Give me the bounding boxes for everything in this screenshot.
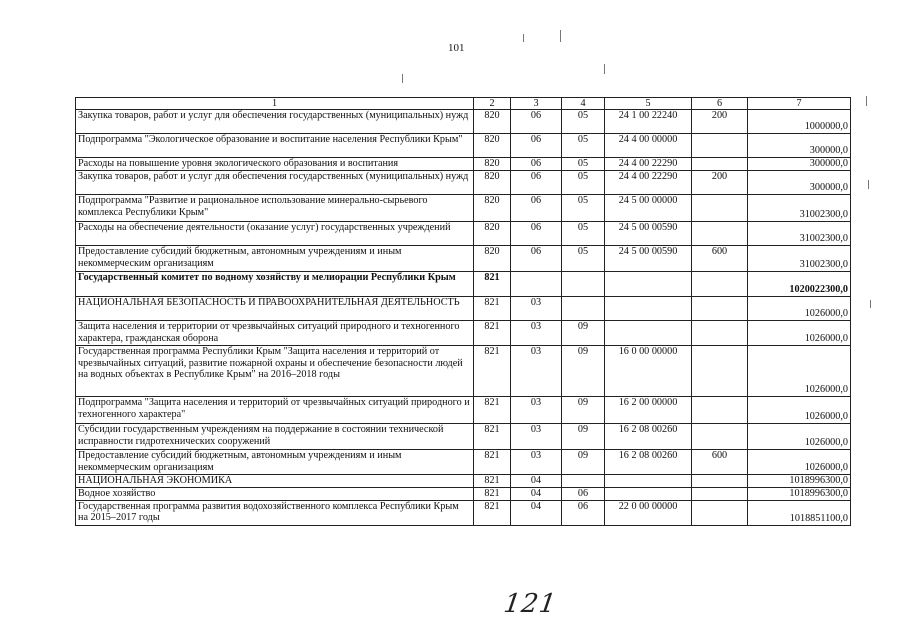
table-cell: 24 4 00 22290 [605,171,692,195]
table-cell: 821 [474,424,511,450]
table-cell: 200 [692,110,748,134]
table-cell: 24 5 00 00590 [605,246,692,272]
table-cell: 05 [562,158,605,171]
table-cell [605,475,692,488]
table-cell: 06 [511,110,562,134]
table-cell: 1026000,0 [748,397,851,424]
table-cell: 821 [474,297,511,321]
table-cell [511,272,562,297]
table-cell: 04 [511,500,562,525]
table-cell: 31002300,0 [748,195,851,222]
table-cell: 06 [511,246,562,272]
table-cell [605,272,692,297]
table-cell [692,195,748,222]
table-cell [692,272,748,297]
table-cell [605,321,692,346]
header-cell: 1 [76,98,474,110]
table-cell: Защита населения и территории от чрезвычайных ситуаций природного и техногенного характера, гражданская оборона [76,321,474,346]
table-cell: 1026000,0 [748,346,851,397]
table-cell: 600 [692,246,748,272]
table-cell: 31002300,0 [748,222,851,246]
table-cell: 820 [474,158,511,171]
table-cell: 820 [474,171,511,195]
table-cell [692,297,748,321]
table-cell: 1018851100,0 [748,500,851,525]
table-cell: Государственный комитет по водному хозяйству и мелиорации Республики Крым [76,272,474,297]
table-cell: 09 [562,397,605,424]
table-cell: 06 [511,222,562,246]
table-cell: Закупка товаров, работ и услуг для обеспечения государственных (муниципальных) нужд [76,171,474,195]
table-cell: 820 [474,246,511,272]
table-cell: 05 [562,110,605,134]
table-cell: 31002300,0 [748,246,851,272]
table-row [76,134,851,158]
table-cell: 24 5 00 00000 [605,195,692,222]
table-row [76,297,851,321]
header-row [76,98,851,110]
table-cell: 09 [562,321,605,346]
table-cell: 1000000,0 [748,110,851,134]
table-row [76,346,851,397]
table-cell: 821 [474,500,511,525]
table-cell: 820 [474,195,511,222]
table-cell: 820 [474,222,511,246]
table-cell: 600 [692,450,748,475]
table-cell: 1020022300,0 [748,272,851,297]
table-cell: 24 4 00 22290 [605,158,692,171]
scan-speck [866,96,867,106]
table-cell: 1018996300,0 [748,487,851,500]
table-cell [692,487,748,500]
table-cell: 300000,0 [748,134,851,158]
table-cell [692,321,748,346]
table-cell: 09 [562,424,605,450]
table-cell: 16 2 08 00260 [605,450,692,475]
table-cell: 1026000,0 [748,297,851,321]
table-cell: Государственная программа развития водохозяйственного комплекса Республики Крым на 2015–2017 годы [76,500,474,525]
header-cell: 3 [511,98,562,110]
table-cell: 821 [474,450,511,475]
table-cell: 09 [562,346,605,397]
table-cell: 16 2 00 00000 [605,397,692,424]
table-cell: Предоставление субсидий бюджетным, автономным учреждениям и иным некоммерческим организациям [76,246,474,272]
table-cell: НАЦИОНАЛЬНАЯ ЭКОНОМИКА [76,475,474,488]
table-cell [562,297,605,321]
table-cell [692,346,748,397]
scan-speck [523,34,524,42]
table-cell [692,424,748,450]
table-cell: 05 [562,171,605,195]
table-cell [562,475,605,488]
table-cell: 820 [474,110,511,134]
scan-speck [868,180,869,189]
table-cell: 03 [511,424,562,450]
table-cell: 06 [562,487,605,500]
table-cell: 24 1 00 22240 [605,110,692,134]
page-number: 101 [448,42,465,54]
table-cell: 16 0 00 00000 [605,346,692,397]
scan-speck [870,300,871,308]
table-cell: Водное хозяйство [76,487,474,500]
table-row [76,272,851,297]
table-row [76,171,851,195]
table-cell: 06 [511,134,562,158]
table-row [76,195,851,222]
table-cell [605,487,692,500]
table-cell [562,272,605,297]
table-cell: 1018996300,0 [748,475,851,488]
table-cell: Расходы на повышение уровня экологического образования и воспитания [76,158,474,171]
table-row [76,500,851,525]
table-cell: Предоставление субсидий бюджетным, автономным учреждениям и иным некоммерческим организациям [76,450,474,475]
table-cell: 04 [511,475,562,488]
table-cell: 1026000,0 [748,450,851,475]
table-row [76,158,851,171]
table-cell: 03 [511,397,562,424]
table-cell [692,134,748,158]
table-cell: 22 0 00 00000 [605,500,692,525]
table-row [76,222,851,246]
scan-speck [402,74,403,83]
table-row [76,424,851,450]
table-cell: Подпрограмма "Защита населения и территорий от чрезвычайных ситуаций природного и техногенного характера" [76,397,474,424]
table-cell: 09 [562,450,605,475]
scan-speck [604,64,605,74]
table-cell: 05 [562,222,605,246]
table-cell: Субсидии государственным учреждениям на поддержание в состоянии технической исправности гидротехнических сооружений [76,424,474,450]
header-cell: 6 [692,98,748,110]
table-cell: 06 [511,171,562,195]
table-cell: 03 [511,346,562,397]
table-cell [692,158,748,171]
table-cell: 821 [474,487,511,500]
table-cell: Государственная программа Республики Крым "Защита населения и территорий от чрезвычайных ситуаций, развитие пожарной охраны и обеспечение безопасности людей на водных объектах в Республике Крым" на 2016–2018 годы [76,346,474,397]
table-cell: 821 [474,397,511,424]
table-cell: 06 [562,500,605,525]
table-row [76,321,851,346]
table-cell: 200 [692,171,748,195]
table-cell [692,222,748,246]
table-cell: 03 [511,321,562,346]
table-row [76,246,851,272]
table-cell: 1026000,0 [748,424,851,450]
table-cell: 04 [511,487,562,500]
table-cell: 16 2 08 00260 [605,424,692,450]
table-cell [692,397,748,424]
header-cell: 2 [474,98,511,110]
table-cell: 821 [474,272,511,297]
scan-speck [560,30,561,42]
header-cell: 7 [748,98,851,110]
table-row [76,475,851,488]
table-row [76,397,851,424]
table-cell [605,297,692,321]
table-cell [692,500,748,525]
handwritten-page-number: 121 [501,589,559,619]
table-cell: 03 [511,450,562,475]
table-row [76,450,851,475]
table-cell: 821 [474,321,511,346]
table-cell: 05 [562,134,605,158]
table-cell: НАЦИОНАЛЬНАЯ БЕЗОПАСНОСТЬ И ПРАВООХРАНИТЕЛЬНАЯ ДЕЯТЕЛЬНОСТЬ [76,297,474,321]
header-cell: 5 [605,98,692,110]
table-cell: 300000,0 [748,158,851,171]
table-cell: 821 [474,475,511,488]
table-cell: 820 [474,134,511,158]
table-cell: 03 [511,297,562,321]
table-cell: 06 [511,195,562,222]
table-cell: 24 4 00 00000 [605,134,692,158]
table-cell: 05 [562,246,605,272]
table-cell: 06 [511,158,562,171]
table-row [76,487,851,500]
table-row [76,110,851,134]
table-cell: Подпрограмма "Развитие и рациональное использование минерально-сырьевого комплекса Республики Крым" [76,195,474,222]
table-cell: 821 [474,346,511,397]
table-cell: Подпрограмма "Экологическое образование и воспитание населения Республики Крым" [76,134,474,158]
table-cell: Закупка товаров, работ и услуг для обеспечения государственных (муниципальных) нужд [76,110,474,134]
header-cell: 4 [562,98,605,110]
table-cell: Расходы на обеспечение деятельности (оказание услуг) государственных учреждений [76,222,474,246]
budget-table [75,97,851,526]
table-cell [692,475,748,488]
table-cell: 300000,0 [748,171,851,195]
table-cell: 05 [562,195,605,222]
table-cell: 24 5 00 00590 [605,222,692,246]
table-cell: 1026000,0 [748,321,851,346]
